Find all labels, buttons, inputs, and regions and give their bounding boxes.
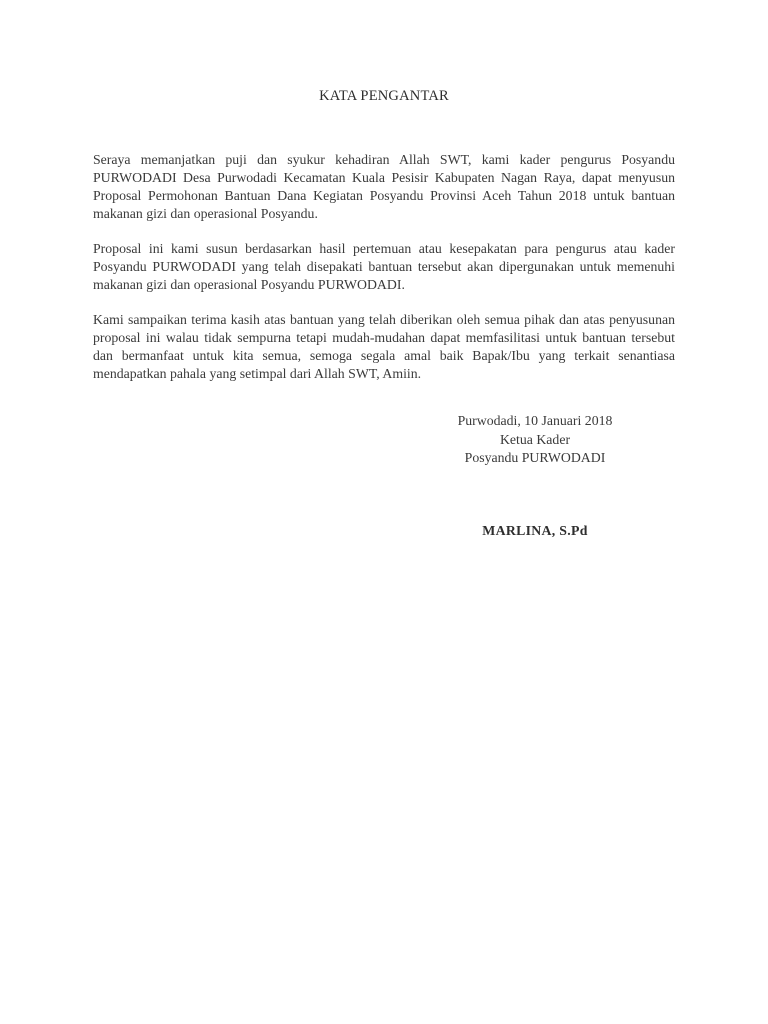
signer-name: MARLINA, S.Pd (482, 523, 588, 538)
document-title: KATA PENGANTAR (319, 88, 449, 104)
paragraph-2: Proposal ini kami susun berdasarkan hasil pertemuan atau kesepakatan para pengurus atau kader Posyandu PURWODADI yang telah disepakati bantuan tersebut akan dipergunakan untuk memenuhi makanan gizi dan operasional Posyandu PURWODADI. (93, 241, 675, 292)
document-body (93, 151, 675, 400)
signature-block (430, 412, 640, 468)
signature-organization: Posyandu PURWODADI (464, 450, 606, 465)
signature-position: Ketua Kader (499, 431, 571, 447)
signature-place-date: Purwodadi, 10 Januari 2018 (457, 413, 613, 428)
paragraph-1: Seraya memanjatkan puji dan syukur kehadiran Allah SWT, kami kader pengurus Posyandu PURWODADI Desa Purwodadi Kecamatan Kuala Pesisir Kabupaten Nagan Raya, dapat menyusun Proposal Permohonan Bantuan Dana Kegiatan Posyandu Provinsi Aceh Tahun 2018 untuk bantuan makanan gizi dan operasional Posyandu. (93, 152, 675, 221)
paragraph-3: Kami sampaikan terima kasih atas bantuan yang telah diberikan oleh semua pihak dan atas penyusunan proposal ini walau tidak sempurna tetapi mudah-mudahan dapat memfasilitasi untuk bantuan tersebut dan bermanfaat untuk kita semua, semoga segala amal baik Bapak/Ibu yang terkait senantiasa mendapatkan pahala yang setimpal dari Allah SWT, Amiin. (93, 312, 675, 381)
